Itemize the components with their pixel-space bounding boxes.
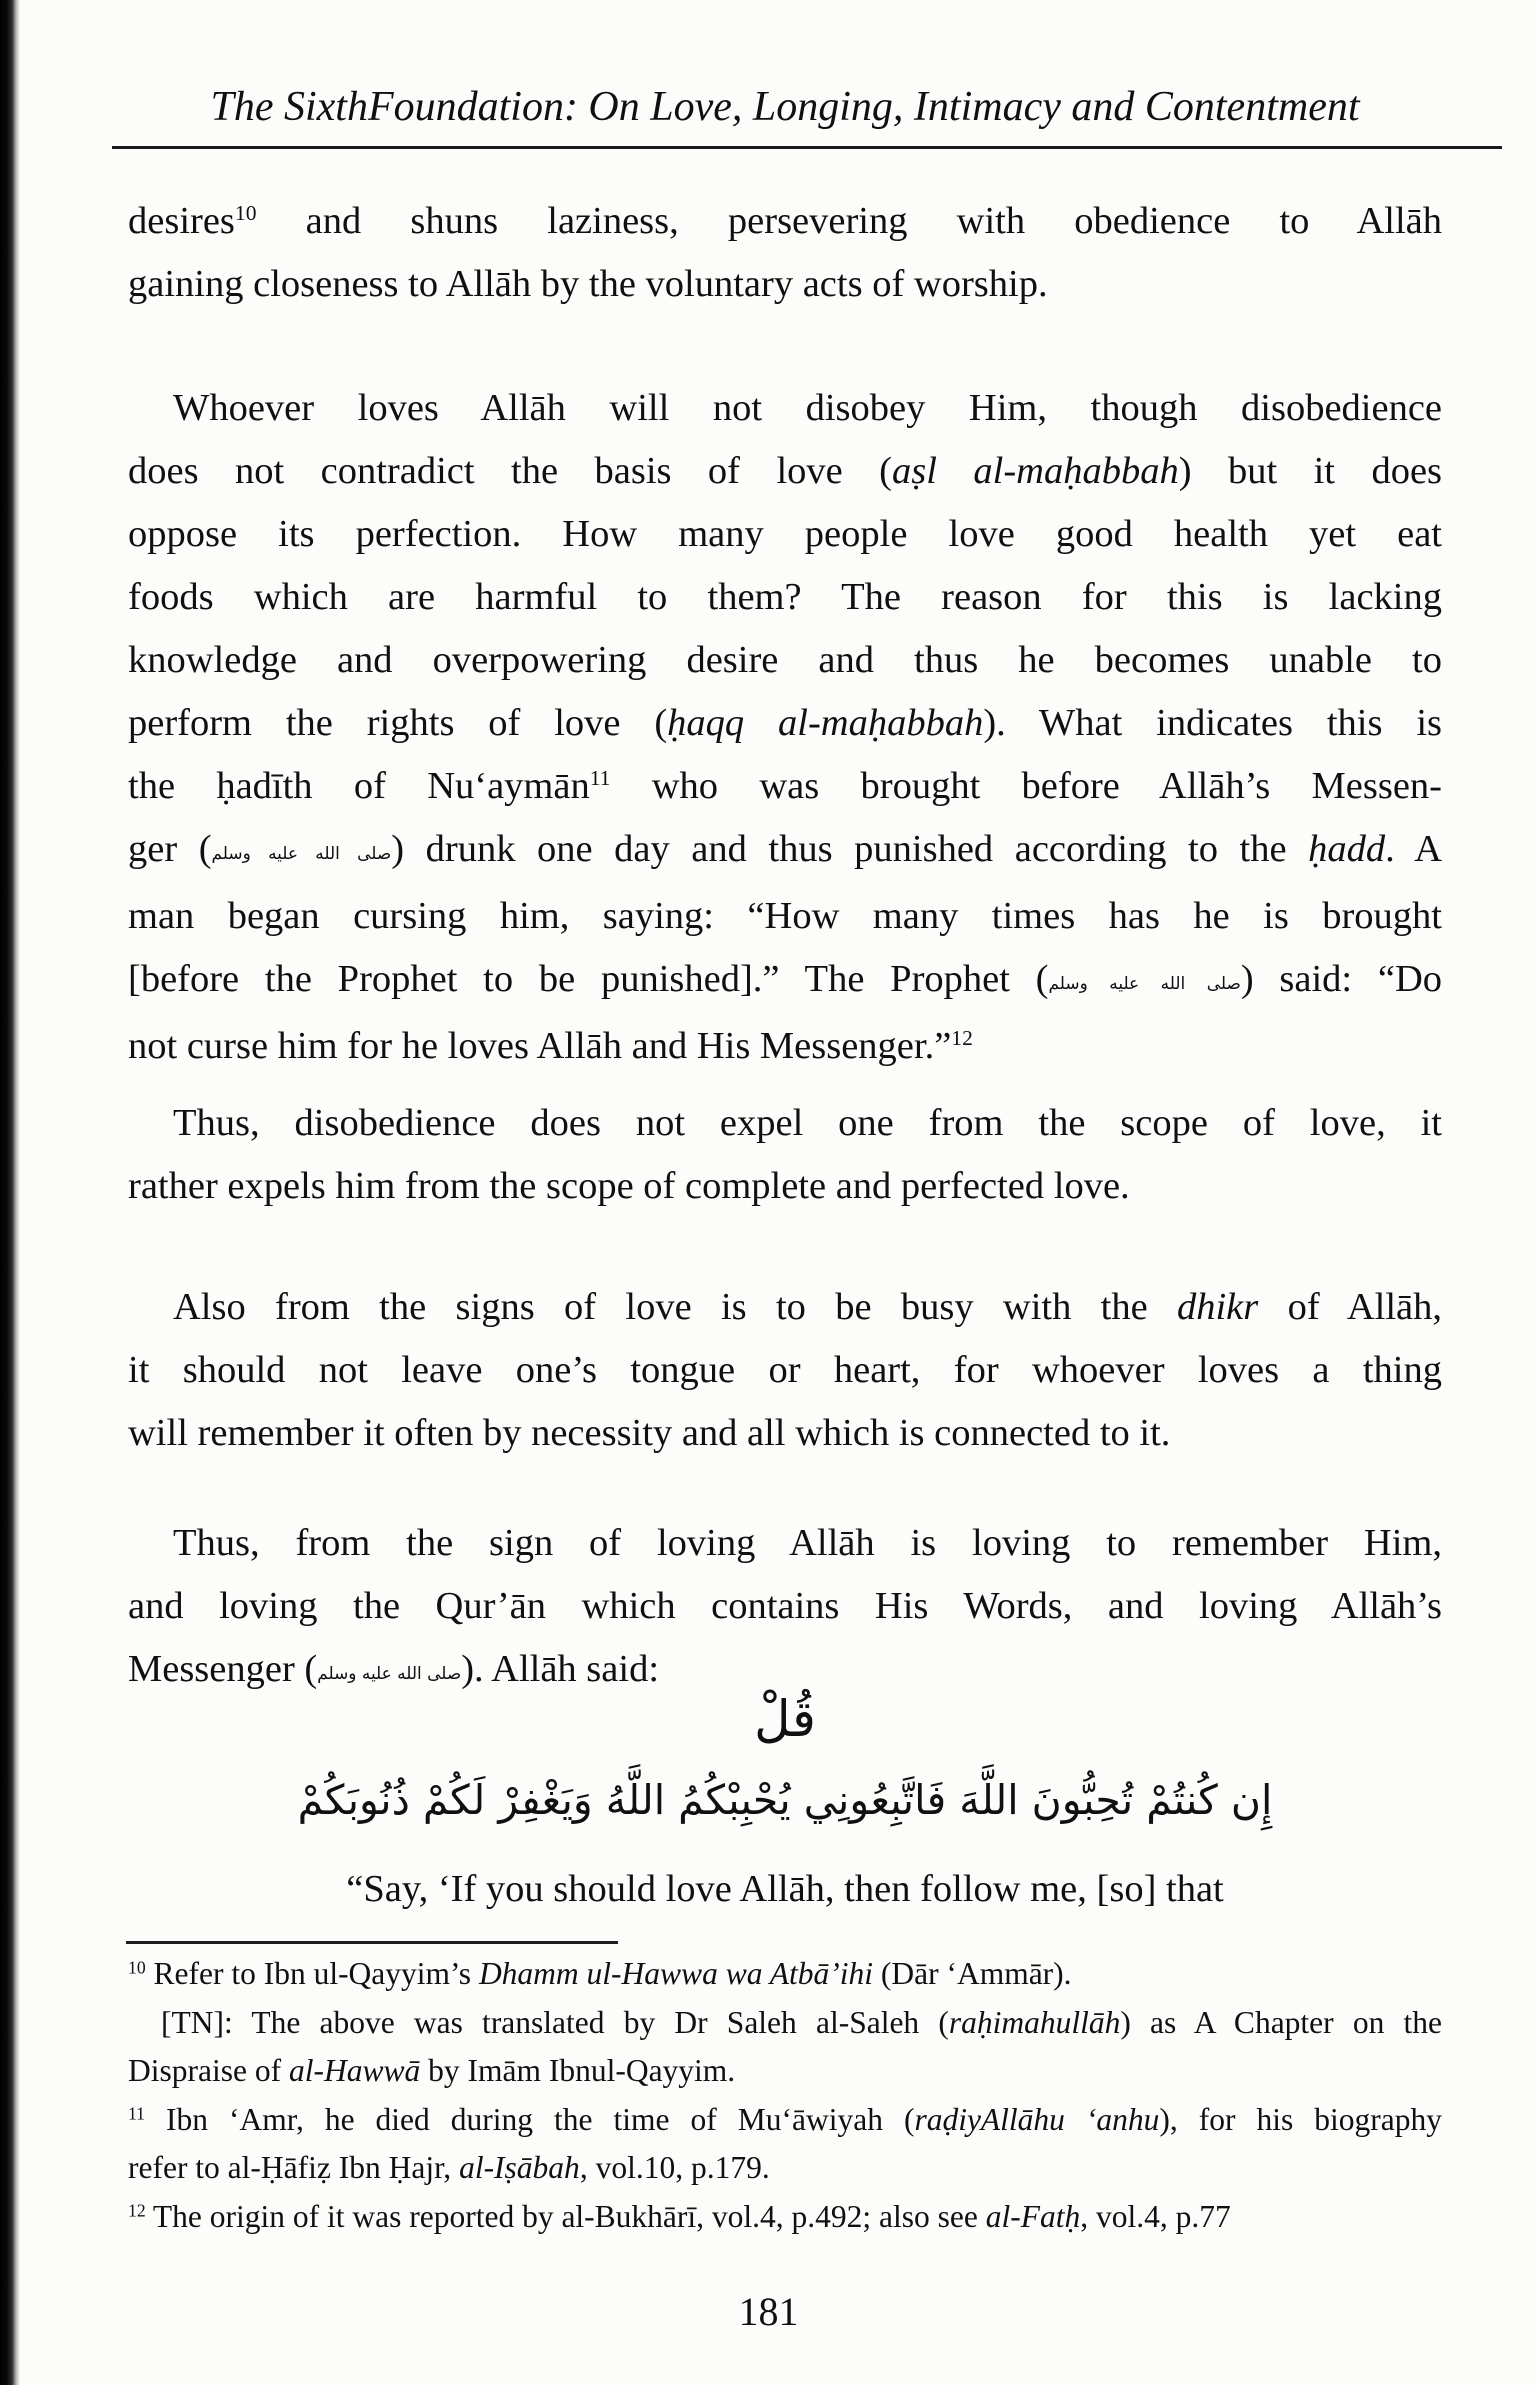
text-line [128,1339,1442,1402]
italic-term: raḍiyAllāhu ‘anhu [914,2101,1160,2137]
italic-term: al-Fatḥ [985,2198,1081,2234]
pbuh-honorific: صلى الله عليه وسلم [1048,972,1241,993]
text-line [128,503,1442,566]
text-segment: knowledge and overpowering desire and thus he becomes unable to [128,639,1442,681]
text-segment: ger ( [128,828,212,870]
footnotes-block [128,1950,1442,2241]
italic-term: Dhamm ul-Hawwa wa Atbā’ihi [478,1956,873,1991]
text-segment: does not contradict the basis of love ( [128,450,892,492]
footnote-reference: 10 [128,1957,146,1978]
pbuh-honorific: صلى الله عليه وسلم [211,842,392,863]
text-segment: will remember it often by necessity and all which is connected to it. [128,1412,1171,1454]
text-line [128,818,1442,885]
text-segment: of Allāh, [1258,1286,1442,1328]
paragraph [128,1512,1442,1705]
text-line [128,440,1442,503]
footnote-reference: 11 [128,2102,145,2123]
text-segment: and shuns laziness, persevering with obedience to Allāh [256,200,1442,242]
text-segment: man began cursing him, saying: “How many times has he is brought [128,894,1442,937]
text-line [128,2096,1442,2145]
text-segment: Messenger ( [128,1648,318,1690]
footnote-divider [126,1941,618,1944]
text-segment: by Imām Ibnul-Qayyim. [420,2053,736,2088]
text-segment: [TN]: The above was translated by Dr Saleh al-Saleh ( [161,2004,949,2040]
text-line [128,948,1442,1015]
italic-term: raḥimahullāh [948,2004,1121,2040]
text-segment: ) but it does [1178,450,1443,492]
text-line [128,377,1442,440]
text-segment: ) as A Chapter on the [1120,2004,1442,2040]
text-line [128,1512,1442,1575]
text-segment: ). What indicates this is [983,702,1442,744]
text-segment: The origin of it was reported by al-Bukhārī, vol.4, p.492; also see [145,2198,986,2234]
text-line [128,253,1442,316]
text-segment: Whoever loves Allāh will not disobey Him, though disobedience [173,387,1442,429]
text-line [128,2047,1442,2096]
italic-term: dhikr [1176,1286,1259,1328]
italic-term: ḥaqq al-maḥabbah [667,702,984,744]
text-segment: Ibn ‘Amr, he died during the time of Mu‘āwiyah ( [144,2101,915,2137]
pbuh-honorific: صلى الله عليه وسلم [317,1662,462,1683]
text-line [128,1155,1442,1218]
text-line [128,2193,1442,2242]
italic-term: al-Iṣābah [459,2150,580,2185]
text-segment: foods which are harmful to them? The reason for this is lacking [128,576,1442,618]
text-segment: . A [1385,828,1442,870]
text-segment: not curse him for he loves Allāh and His Messenger.” [128,1024,952,1067]
text-segment: Also from the signs of love is to be busy with the [173,1286,1177,1328]
text-line [128,1999,1442,2048]
text-segment: , vol.10, p.179. [579,2150,770,2185]
text-line [128,1276,1442,1339]
paragraph [128,190,1442,316]
text-segment: , vol.4, p.77 [1080,2198,1231,2234]
text-segment: perform the rights of love ( [128,702,668,744]
text-line [128,1015,1442,1078]
quran-word-qul: قُلْ [754,1690,816,1748]
text-segment: refer to al-Ḥāfiẓ Ibn Ḥajr, [128,2150,460,2185]
text-segment: ), for his biography [1159,2101,1442,2137]
text-segment: it should not leave one’s tongue or heart, for whoever loves a thing [128,1349,1442,1391]
text-segment: Refer to Ibn ul-Qayyim’s [145,1956,479,1991]
text-segment: Dispraise of [128,2053,289,2088]
quran-translation-line: “Say, ‘If you should love Allāh, then follow me, [so] that [346,1868,1224,1910]
footnote-reference: 11 [589,766,611,791]
text-line [128,190,1442,253]
text-segment: ) said: “Do [1240,957,1443,1000]
text-segment: who was brought before Allāh’s Messen- [610,765,1442,807]
text-segment: oppose its perfection. How many people love good health yet eat [128,513,1442,555]
text-line [128,1575,1442,1638]
text-segment: rather expels him from the scope of complete and perfected love. [128,1165,1130,1207]
text-line [128,1092,1442,1155]
text-segment: desires [128,200,235,242]
text-segment: and loving the Qur’ān which contains His Words, and loving Allāh’s [128,1585,1442,1627]
text-line [128,692,1442,755]
italic-term: aṣl al-maḥabbah [892,450,1179,492]
page-number: 181 [738,2289,799,2334]
paragraph [128,1092,1442,1218]
running-header: The SixthFoundation: On Love, Longing, Intimacy and Contentment [210,84,1360,130]
text-line [128,885,1442,948]
binding-shadow [0,0,20,2385]
text-line [128,566,1442,629]
italic-term: al-Hawwā [288,2053,421,2088]
text-segment: [before the Prophet to be punished].” The Prophet ( [128,957,1049,1000]
text-line [128,2144,1442,2193]
text-line [128,629,1442,692]
footnote-reference: 10 [234,201,257,226]
text-segment: ). Allāh said: [461,1648,660,1690]
paragraph [128,1276,1442,1465]
text-segment: the ḥadīth of Nu‘aymān [128,765,590,807]
quran-verse-arabic: إِن كُنتُمْ تُحِبُّونَ اللَّهَ فَاتَّبِعُونِي يُحْبِبْكُمُ اللَّهُ وَيَغْفِرْ لَكُمْ ذُنُوبَكُمْ [297,1776,1273,1824]
text-line [128,1402,1442,1465]
text-line [128,755,1442,818]
footnote-reference: 12 [951,1026,973,1051]
text-segment: Thus, from the sign of loving Allāh is loving to remember Him, [173,1522,1442,1564]
text-segment: ) drunk one day and thus punished according to the [391,828,1309,870]
italic-term: ḥadd [1308,828,1386,870]
text-line [128,1950,1442,1999]
text-segment: (Dār ‘Ammār). [873,1956,1072,1991]
text-segment: Thus, disobedience does not expel one from the scope of love, it [173,1102,1442,1144]
text-segment: gaining closeness to Allāh by the voluntary acts of worship. [128,263,1048,305]
paragraph [128,377,1442,1078]
footnote-reference: 12 [128,2199,146,2220]
header-rule [112,146,1502,149]
